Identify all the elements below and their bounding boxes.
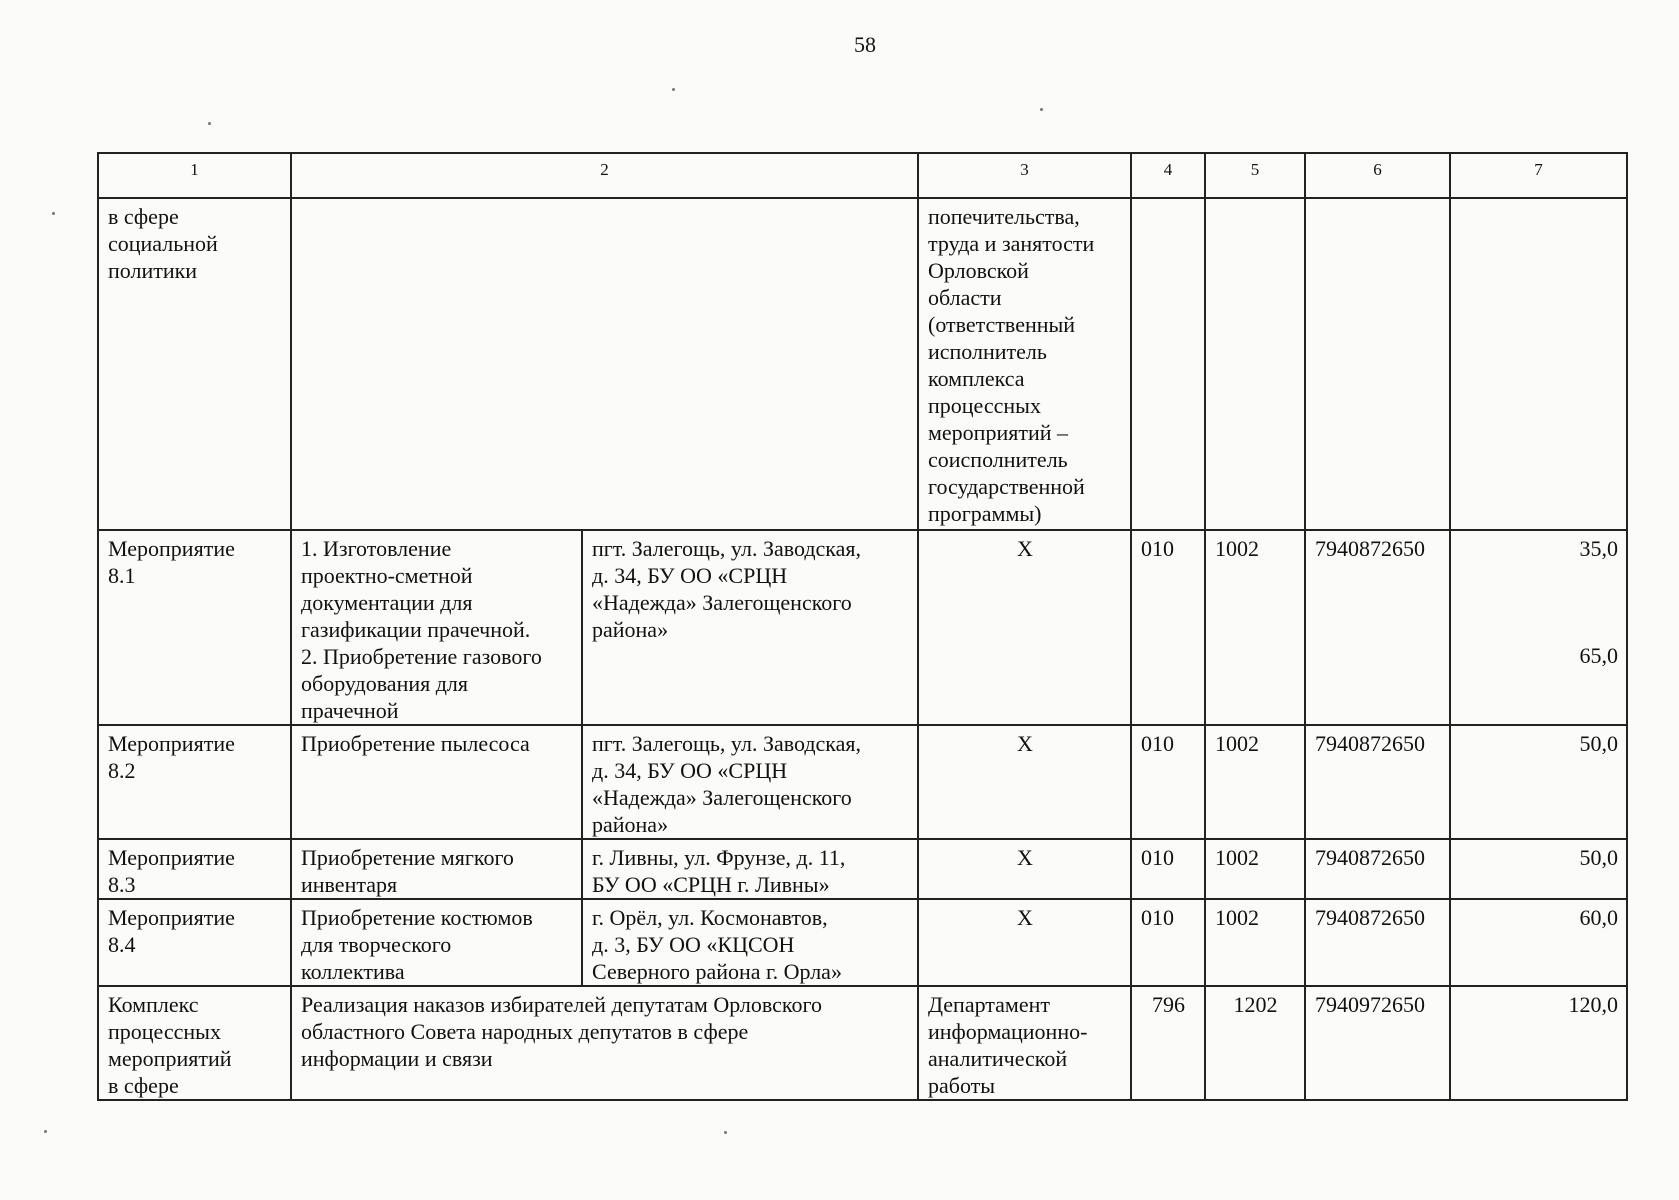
measure-executor: Х	[918, 725, 1131, 839]
header-cell-6: 6	[1305, 153, 1450, 198]
continuation-empty-7	[1450, 198, 1627, 530]
scan-speck	[208, 122, 211, 125]
measure-code-4: 010	[1131, 530, 1205, 725]
continuation-row	[98, 198, 1627, 530]
complex-code-6: 7940972650	[1305, 986, 1450, 1100]
measure-amount-2: 65,0	[1579, 643, 1618, 668]
measure-amount: 50,0	[1450, 725, 1627, 839]
header-row	[98, 153, 1627, 198]
header-cell-1: 1	[98, 153, 291, 198]
measure-description: Приобретение мягкого инвентаря	[291, 839, 582, 899]
continuation-category: в сфере социальной политики	[98, 198, 291, 530]
measure-code-5: 1002	[1205, 530, 1305, 725]
complex-executor: Департамент информационно- аналитической работы	[918, 986, 1131, 1100]
continuation-empty-4	[1131, 198, 1205, 530]
page-number: 58	[854, 32, 876, 57]
scan-speck	[44, 1130, 47, 1133]
header-cell-3: 3	[918, 153, 1131, 198]
table-row	[98, 725, 1627, 839]
measure-description: Приобретение пылесоса	[291, 725, 582, 839]
measure-code-5: 1002	[1205, 899, 1305, 986]
measure-name: Мероприятие 8.3	[98, 839, 291, 899]
complex-row	[98, 986, 1627, 1100]
amount-spacer	[1460, 562, 1618, 642]
continuation-empty-5	[1205, 198, 1305, 530]
complex-description: Реализация наказов избирателей депутатам Орловского областного Совета народных депутатов в сфере информации и связи	[291, 986, 918, 1100]
measure-code-6: 7940872650	[1305, 530, 1450, 725]
measure-description: 1. Изготовление проектно-сметной документации для газификации прачечной. 2. Приобретение газового оборудования для прачечной	[291, 530, 582, 725]
measure-executor: Х	[918, 530, 1131, 725]
continuation-empty	[291, 198, 918, 530]
header-cell-5: 5	[1205, 153, 1305, 198]
scan-speck	[52, 212, 55, 215]
header-cell-4: 4	[1131, 153, 1205, 198]
scan-speck	[1040, 108, 1043, 111]
measure-code-4: 010	[1131, 899, 1205, 986]
measure-code-5: 1002	[1205, 839, 1305, 899]
header-cell-7: 7	[1450, 153, 1627, 198]
measure-description: Приобретение костюмов для творческого коллектива	[291, 899, 582, 986]
table-row	[98, 899, 1627, 986]
measure-code-6: 7940872650	[1305, 899, 1450, 986]
measure-amount	[1450, 530, 1627, 725]
table-row	[98, 839, 1627, 899]
header-cell-2: 2	[291, 153, 918, 198]
scan-speck	[724, 1131, 727, 1134]
measure-name: Мероприятие 8.4	[98, 899, 291, 986]
measure-code-4: 010	[1131, 725, 1205, 839]
measure-amount: 50,0	[1450, 839, 1627, 899]
complex-name: Комплекс процессных мероприятий в сфере	[98, 986, 291, 1100]
measure-code-4: 010	[1131, 839, 1205, 899]
measure-address: г. Орёл, ул. Космонавтов, д. 3, БУ ОО «КЦСОН Северного района г. Орла»	[582, 899, 918, 986]
complex-code-5: 1202	[1205, 986, 1305, 1100]
measure-address: пгт. Залегощь, ул. Заводская, д. 34, БУ ОО «СРЦН «Надежда» Залегощенского района»	[582, 725, 918, 839]
continuation-executor: попечительства, труда и занятости Орловской области (ответственный исполнитель комплекса процессных мероприятий – соисполнитель государственной программы)	[918, 198, 1131, 530]
measure-address: г. Ливны, ул. Фрунзе, д. 11, БУ ОО «СРЦН г. Ливны»	[582, 839, 918, 899]
measure-amount-1: 35,0	[1579, 536, 1618, 561]
measure-executor: Х	[918, 899, 1131, 986]
continuation-empty-6	[1305, 198, 1450, 530]
measure-code-5: 1002	[1205, 725, 1305, 839]
measure-address: пгт. Залегощь, ул. Заводская, д. 34, БУ ОО «СРЦН «Надежда» Залегощенского района»	[582, 530, 918, 725]
table-row	[98, 530, 1627, 725]
measure-amount: 60,0	[1450, 899, 1627, 986]
scan-speck	[672, 88, 675, 91]
complex-amount: 120,0	[1450, 986, 1627, 1100]
complex-code-4: 796	[1131, 986, 1205, 1100]
measure-name: Мероприятие 8.1	[98, 530, 291, 725]
measure-code-6: 7940872650	[1305, 725, 1450, 839]
measure-executor: Х	[918, 839, 1131, 899]
measure-name: Мероприятие 8.2	[98, 725, 291, 839]
budget-table	[97, 152, 1628, 1101]
measure-code-6: 7940872650	[1305, 839, 1450, 899]
